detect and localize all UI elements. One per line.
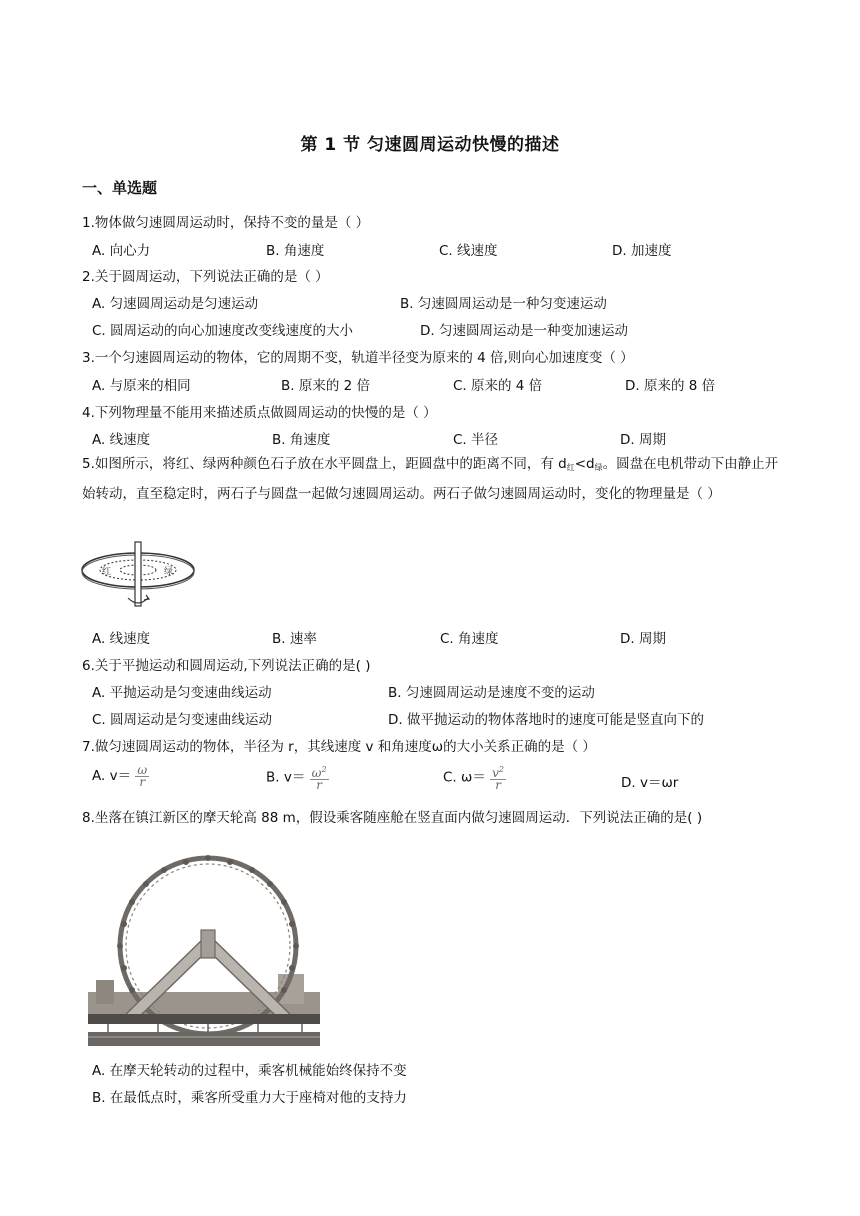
fraction: $\frac{\omega}{r}$ — [137, 762, 148, 789]
question-5-stem: 5.如图所示，将红、绿两种颜色石子放在水平圆盘上，距圆盘中的距离不同，有 $d_红<d_绿$。圆盘在电机带动下由静止开始转动，直至稳定时，两石子与圆盘一起做匀速圆周运动。两石子做匀速圆周运动时，变化的物理量是（ ） — [82, 456, 779, 502]
question-7-stem: 7.做匀速圆周运动的物体，半径为 r，其线速度 v 和角速度ω的大小关系正确的是（ ） — [82, 739, 596, 755]
question-4-stem: 4.下列物理量不能用来描述质点做圆周运动的快慢的是（ ） — [82, 405, 437, 421]
section-heading: 一、单选题 — [82, 179, 158, 197]
q1-option-b[interactable]: B. 角速度 — [266, 243, 325, 259]
q7-option-a[interactable]: A. v＝ $\frac{\omega}{r}$ — [92, 762, 148, 789]
q2-option-a[interactable]: A. 匀速圆周运动是匀速运动 — [92, 296, 259, 312]
q6-option-b[interactable]: B. 匀速圆周运动是速度不变的运动 — [388, 685, 595, 701]
page-title: 第 1 节 匀速圆周运动快慢的描述 — [300, 135, 560, 155]
q5-option-a[interactable]: A. 线速度 — [92, 631, 151, 647]
q4-option-a[interactable]: A. 线速度 — [92, 432, 151, 448]
q6-option-a[interactable]: A. 平抛运动是匀变速曲线运动 — [92, 685, 272, 701]
question-6-stem: 6.关于平抛运动和圆周运动,下列说法正确的是( ) — [82, 658, 371, 674]
q1-option-d[interactable]: D. 加速度 — [612, 243, 672, 259]
q5-option-c[interactable]: C. 角速度 — [440, 631, 499, 647]
q4-option-b[interactable]: B. 角速度 — [272, 432, 331, 448]
q2-option-c[interactable]: C. 圆周运动的向心加速度改变线速度的大小 — [92, 323, 354, 339]
q1-option-c[interactable]: C. 线速度 — [439, 243, 498, 259]
question-3-stem: 3.一个匀速圆周运动的物体，它的周期不变，轨道半径变为原来的 4 倍,则向心加速度变（ ） — [82, 350, 634, 366]
q5-option-b[interactable]: B. 速率 — [272, 631, 317, 647]
question-2-stem: 2.关于圆周运动，下列说法正确的是（ ） — [82, 269, 329, 285]
q2-option-d[interactable]: D. 匀速圆周运动是一种变加速运动 — [420, 323, 628, 339]
q7-option-b[interactable]: B. v＝ $\frac{\omega^2}{r}$ — [266, 765, 327, 792]
q3-option-d[interactable]: D. 原来的 8 倍 — [625, 378, 716, 394]
q3-option-c[interactable]: C. 原来的 4 倍 — [453, 378, 543, 394]
ferris-wheel-photo — [88, 842, 320, 1046]
question-1-stem: 1.物体做匀速圆周运动时，保持不变的量是（ ） — [82, 215, 370, 231]
q3-option-b[interactable]: B. 原来的 2 倍 — [281, 378, 371, 394]
q7-option-c[interactable]: C. ω＝ $\frac{v^2}{r}$ — [443, 765, 504, 792]
q6-option-c[interactable]: C. 圆周运动是匀变速曲线运动 — [92, 712, 273, 728]
q6-option-d[interactable]: D. 做平抛运动的物体落地时的速度可能是竖直向下的 — [388, 712, 704, 728]
fraction: $\frac{\omega^2}{r}$ — [311, 765, 327, 792]
fraction: $\frac{v^2}{r}$ — [492, 765, 504, 792]
q4-option-c[interactable]: C. 半径 — [453, 432, 499, 448]
figure-label-red: 红 — [102, 567, 112, 577]
figure-label-green: 绿 — [164, 567, 174, 577]
q8-option-a[interactable]: A. 在摩天轮转动的过程中，乘客机械能始终保持不变 — [92, 1063, 407, 1079]
q5-option-d[interactable]: D. 周期 — [620, 631, 666, 647]
q2-option-b[interactable]: B. 匀速圆周运动是一种匀变速运动 — [400, 296, 607, 312]
question-8-stem: 8.坐落在镇江新区的摩天轮高 88 m，假设乘客随座舱在竖直面内做匀速圆周运动．下列说法正确的是( ) — [82, 810, 703, 826]
q4-option-d[interactable]: D. 周期 — [620, 432, 666, 448]
q1-option-a[interactable]: A. 向心力 — [92, 243, 151, 259]
q8-option-b[interactable]: B. 在最低点时，乘客所受重力大于座椅对他的支持力 — [92, 1090, 407, 1106]
rotating-disc-figure — [80, 540, 200, 614]
q3-option-a[interactable]: A. 与原来的相同 — [92, 378, 191, 394]
q7-option-d[interactable]: D. v＝ωr — [621, 775, 679, 791]
